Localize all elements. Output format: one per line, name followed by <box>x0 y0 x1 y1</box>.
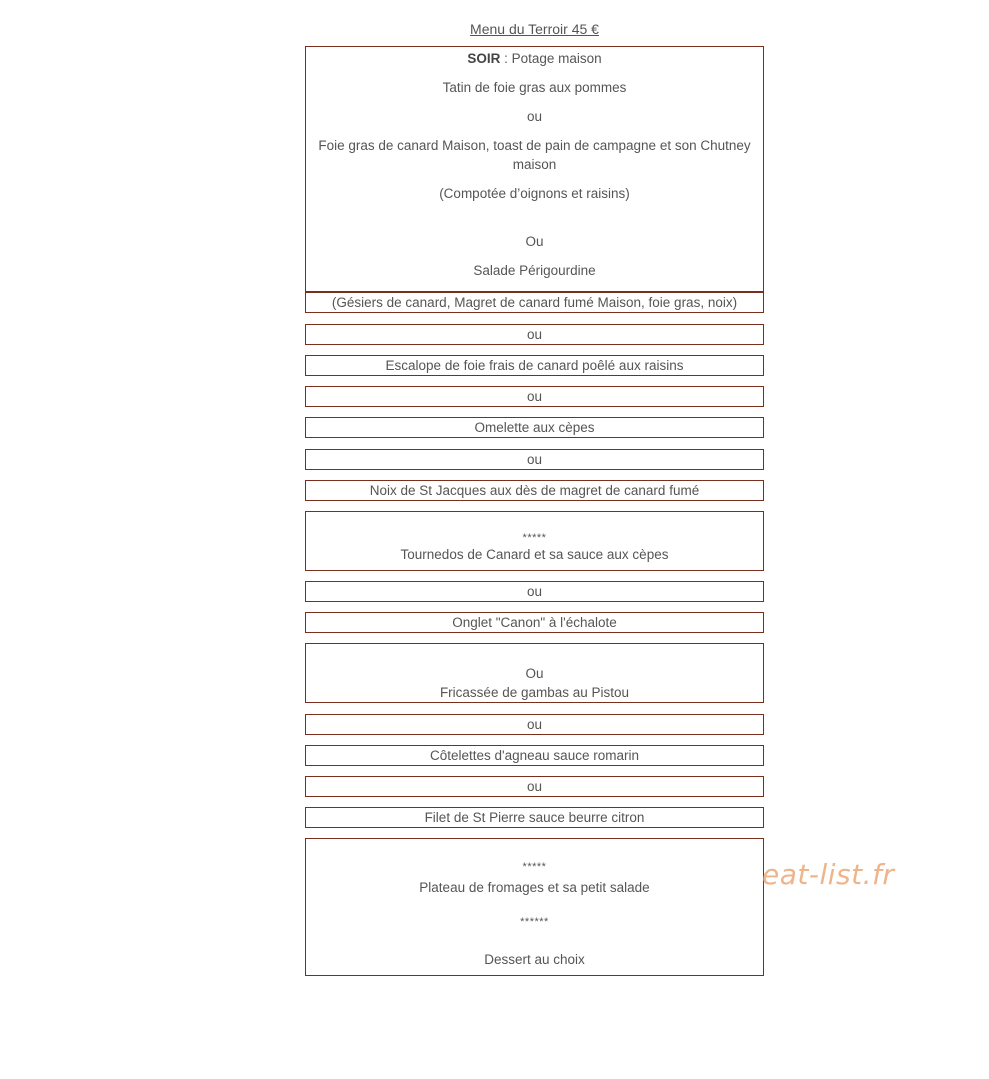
soir-soup: : Potage maison <box>500 51 602 66</box>
starter-foie-gras-cont: maison <box>512 157 557 172</box>
dessert-block <box>305 838 764 976</box>
menu-row: Escalope de foie frais de canard poêlé aux raisins <box>305 355 764 376</box>
menu-row: Onglet "Canon" à l'échalote <box>305 612 764 633</box>
starter-tatin: Tatin de foie gras aux pommes <box>442 80 627 95</box>
starter-salade: Salade Périgourdine <box>473 263 596 278</box>
menu-row: (Gésiers de canard, Magret de canard fumé Maison, foie gras, noix) <box>305 292 764 313</box>
starter-or-2: Ou <box>525 234 544 249</box>
menu-row: ou <box>305 714 764 735</box>
dessert-choice: Dessert au choix <box>484 952 585 967</box>
fish-block <box>305 643 764 703</box>
menu-row: Filet de St Pierre sauce beurre citron <box>305 807 764 828</box>
separator-stars: ****** <box>520 916 549 928</box>
menu-title: Menu du Terroir 45 € <box>470 21 599 37</box>
watermark-logo: eat-list.fr <box>762 858 895 891</box>
menu-row: Noix de St Jacques aux dès de magret de canard fumé <box>305 480 764 501</box>
menu-row: Omelette aux cèpes <box>305 417 764 438</box>
separator-stars: ***** <box>522 861 547 873</box>
starter-or-1: ou <box>526 109 543 124</box>
menu-row: ou <box>305 386 764 407</box>
starter-foie-gras: Foie gras de canard Maison, toast de pain de campagne et son Chutney <box>318 138 751 153</box>
starter-compote: (Compotée d’oignons et raisins) <box>439 186 630 201</box>
menu-row: Côtelettes d'agneau sauce romarin <box>305 745 764 766</box>
menu-row: ou <box>305 324 764 345</box>
main-tournedos: Tournedos de Canard et sa sauce aux cèpes <box>400 547 669 562</box>
soir-label: SOIR <box>467 51 501 66</box>
cheese-plate: Plateau de fromages et sa petit salade <box>419 880 650 895</box>
separator-stars: ***** <box>522 532 547 544</box>
menu-row: ou <box>305 449 764 470</box>
soir-line <box>306 49 763 68</box>
menu-row: ou <box>305 776 764 797</box>
fish-gambas: Fricassée de gambas au Pistou <box>439 685 630 700</box>
main-block <box>305 511 764 571</box>
fish-or: Ou <box>525 666 544 681</box>
menu-row: ou <box>305 581 764 602</box>
starter-block <box>305 46 764 292</box>
